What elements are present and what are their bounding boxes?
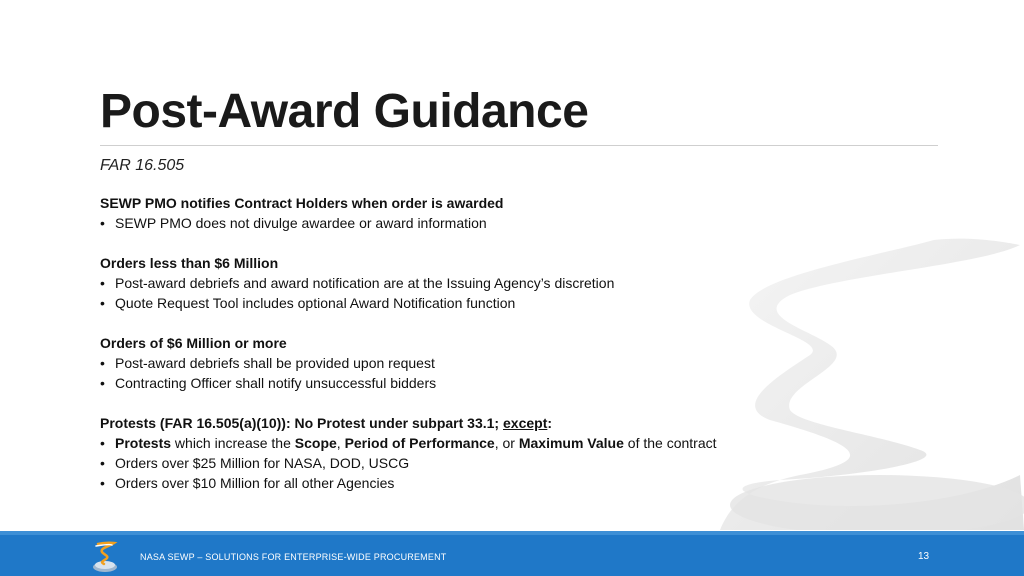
- bullet-item: • Post-award debriefs shall be provided upon request: [100, 353, 800, 373]
- bullet-item: • Orders over $10 Million for all other Agencies: [100, 473, 800, 493]
- section-orders-under-6m: [100, 253, 800, 313]
- bold-term: Protests: [115, 435, 172, 451]
- bullet-text: which increase the: [171, 435, 295, 451]
- bullet-item: • SEWP PMO does not divulge awardee or award information: [100, 213, 800, 233]
- bullet-text: of the contract: [623, 435, 717, 451]
- bold-term: Scope: [294, 435, 337, 451]
- bullet-text: , or: [494, 435, 519, 451]
- section-heading: SEWP PMO notifies Contract Holders when order is awarded: [100, 195, 504, 211]
- section-heading: Orders less than $6 Million: [100, 255, 279, 271]
- section-notification: [100, 193, 800, 233]
- bold-term: Period of Performance: [344, 435, 495, 451]
- section-heading: Orders of $6 Million or more: [100, 335, 287, 351]
- page-number: 13: [918, 551, 930, 562]
- bullet-item: • Orders over $25 Million for NASA, DOD, USCG: [100, 453, 800, 473]
- section-orders-6m-or-more: [100, 333, 800, 393]
- bullet-text: ,: [336, 435, 345, 451]
- page-title: Post-Award Guidance: [100, 85, 589, 138]
- bullet-item: • Contracting Officer shall notify unsuccessful bidders: [100, 373, 800, 393]
- bullet-item: [100, 433, 800, 453]
- bullet-item: • Post-award debriefs and award notification are at the Issuing Agency’s discretion: [100, 273, 800, 293]
- heading-prefix: Protests (FAR 16.505(a)(10)): No Protest under subpart 33.1;: [100, 415, 503, 431]
- section-heading: [100, 413, 800, 433]
- bullet-item: • Quote Request Tool includes optional Award Notification function: [100, 293, 800, 313]
- content-body: [100, 193, 800, 513]
- bold-term: Maximum Value: [518, 435, 624, 451]
- footer-text: NASA SEWP – SOLUTIONS FOR ENTERPRISE-WIDE PROCUREMENT: [140, 552, 447, 562]
- sewp-logo-icon: [90, 540, 120, 574]
- section-protests: [100, 413, 800, 493]
- heading-except: except: [503, 415, 548, 431]
- heading-suffix: :: [547, 415, 553, 431]
- page-subtitle: FAR 16.505: [100, 157, 185, 174]
- title-divider: [100, 145, 938, 146]
